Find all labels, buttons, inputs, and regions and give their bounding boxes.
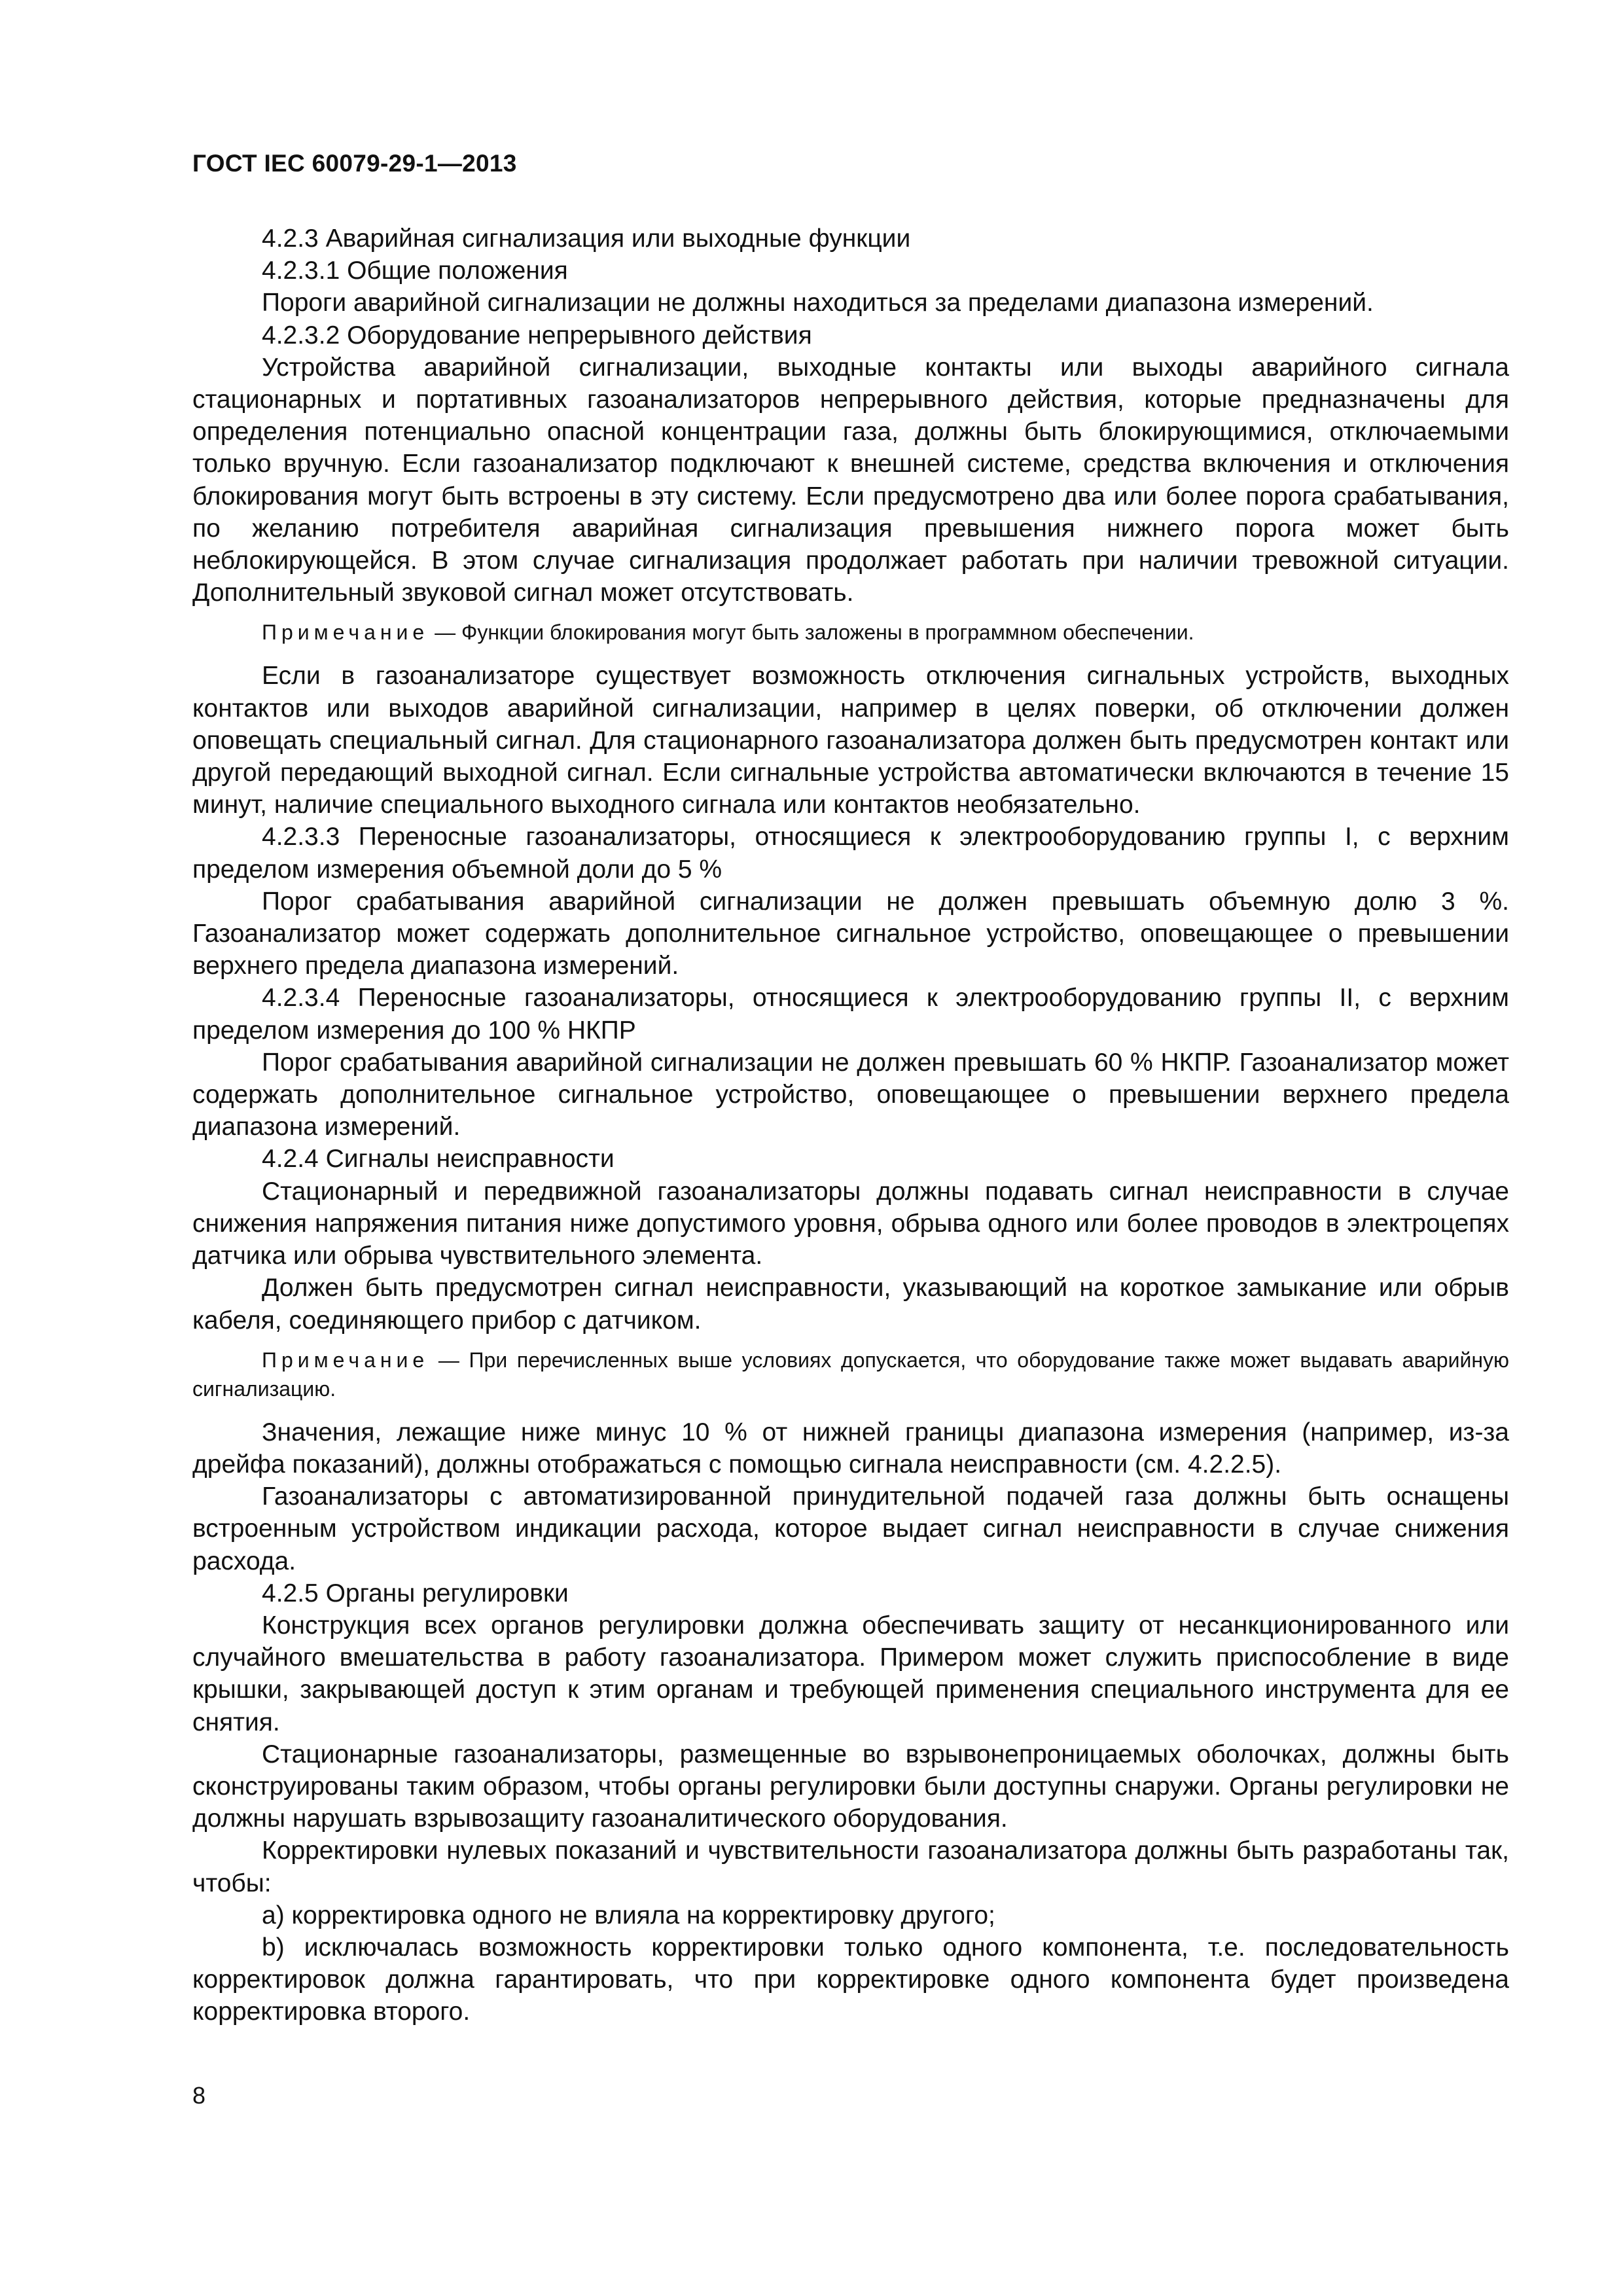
- paragraph: Стационарные газоанализаторы, размещенные во взрывонепроницаемых оболочках, должны быть сконструированы таким образом, чтобы органы регулировки были доступны снаружи. Органы регулировки не должны нарушать взрывозащиту газоаналитического оборудования.: [192, 1740, 1509, 1833]
- paragraph: Стационарный и передвижной газоанализаторы должны подавать сигнал неисправности в случае снижения напряжения питания ниже допустимого уровня, обрыва одного или более проводов в электроцепях датчика или обрыва чувствительного элемента.: [192, 1177, 1509, 1270]
- note-text: — Функции блокирования могут быть заложены в программном обеспечении.: [429, 620, 1194, 645]
- document-body: [192, 223, 1509, 2028]
- note-label: Примечание: [262, 620, 429, 645]
- note-label: Примечание: [262, 1348, 429, 1372]
- list-item: b) исключалась возможность корректировки только одного компонента, т.е. последовательность корректировок должна гарантировать, что при корректировке одного компонента будет произведена корректировка второго.: [192, 1933, 1509, 2026]
- paragraph: Если в газоанализаторе существует возможность отключения сигнальных устройств, выходных контактов или выходов аварийной сигнализации, например в целях поверки, об отключении должен оповещать специальный сигнал. Для стационарного газоанализатора должен быть предусмотрен контакт или другой передающий выходной сигнал. Если сигнальные устройства автоматически включаются в течение 15 минут, наличие специального выходного сигнала или контактов необязательно.: [192, 662, 1509, 819]
- note: [192, 618, 1509, 647]
- list-item: a) корректировка одного не влияла на корректировку другого;: [262, 1901, 995, 1929]
- document-header: ГОСТ IEC 60079-29-1—2013: [192, 150, 517, 177]
- paragraph: Порог срабатывания аварийной сигнализации не должен превышать 60 % НКПР. Газоанализатор может содержать дополнительное сигнальное устройство, оповещающее о превышении верхнего предела диапазона измерений.: [192, 1048, 1509, 1141]
- section-heading: 4.2.5 Органы регулировки: [262, 1579, 569, 1607]
- paragraph: Значения, лежащие ниже минус 10 % от нижней границы диапазона измерения (например, из-за дрейфа показаний), должны отображаться с помощью сигнала неисправности (см. 4.2.2.5).: [192, 1418, 1509, 1479]
- paragraph: Порог срабатывания аварийной сигнализации не должен превышать объемную долю 3 %. Газоанализатор может содержать дополнительное сигнальное устройство, оповещающее о превышении верхнего предела диапазона измерений.: [192, 887, 1509, 980]
- page-number: 8: [192, 2082, 206, 2109]
- paragraph: 4.2.3.3 Переносные газоанализаторы, относящиеся к электрооборудованию группы I, с верхним пределом измерения объемной доли до 5 %: [192, 823, 1509, 884]
- note: [192, 1346, 1509, 1403]
- note-text: — При перечисленных выше условиях допускается, что оборудование также может выдавать аварийную сигнализацию.: [192, 1348, 1509, 1401]
- paragraph: Должен быть предусмотрен сигнал неисправности, указывающий на короткое замыкание или обрыв кабеля, соединяющего прибор с датчиком.: [192, 1274, 1509, 1335]
- paragraph: Устройства аварийной сигнализации, выходные контакты или выходы аварийного сигнала стационарных и портативных газоанализаторов непрерывного действия, которые предназначены для определения потенциально опасной концентрации газа, должны быть блокирующимися, отключаемыми только вручную. Если газоанализатор подключают к внешней системе, средства включения и отключения блокирования могут быть встроены в эту систему. Если предусмотрено два или более порога срабатывания, по желанию потребителя аварийная сигнализация превышения нижнего порога может быть неблокирующейся. В этом случае сигнализация продолжает работать при наличии тревожной ситуации. Дополнительный звуковой сигнал может отсутствовать.: [192, 353, 1509, 607]
- section-heading: 4.2.3 Аварийная сигнализация или выходные функции: [262, 224, 911, 253]
- paragraph: Корректировки нулевых показаний и чувствительности газоанализатора должны быть разработаны так, чтобы:: [192, 1837, 1509, 1897]
- paragraph: Конструкция всех органов регулировки должна обеспечивать защиту от несанкционированного или случайного вмешательства в работу газоанализатора. Примером может служить приспособление в виде крышки, закрывающей доступ к этим органам и требующей применения специального инструмента для ее снятия.: [192, 1611, 1509, 1736]
- paragraph: 4.2.3.4 Переносные газоанализаторы, относящиеся к электрооборудованию группы II, с верхним пределом измерения до 100 % НКПР: [192, 984, 1509, 1045]
- section-heading: 4.2.3.1 Общие положения: [262, 257, 568, 285]
- section-heading: 4.2.3.2 Оборудование непрерывного действия: [262, 321, 812, 350]
- paragraph: Пороги аварийной сигнализации не должны находиться за пределами диапазона измерений.: [262, 289, 1374, 317]
- paragraph: Газоанализаторы с автоматизированной принудительной подачей газа должны быть оснащены встроенным устройством индикации расхода, которое выдает сигнал неисправности в случае снижения расхода.: [192, 1482, 1509, 1575]
- section-heading: 4.2.4 Сигналы неисправности: [262, 1145, 615, 1174]
